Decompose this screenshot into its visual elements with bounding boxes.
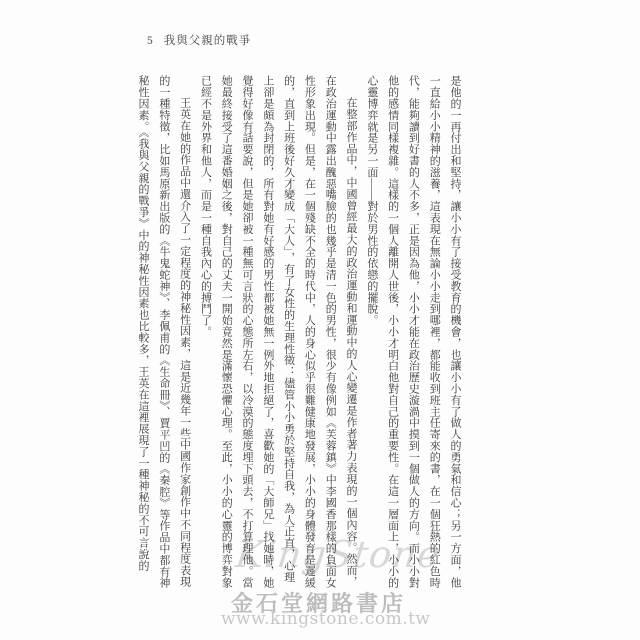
paragraph-1: 是他的一再付出和堅持，讓小小有了接受教育的機會，也讓小小有了做人的勇氣和信心；另一方面，他一直給小小精神的滋養，這表現在無論小小走到哪裡，都能收到班主任寄來的書，在一個狂熱的紅色時代，能夠讀到好書的人不多，正是因為他，小小才能在政治歷史漩渦中摸到一個做人的方向。而小小對他的感情同樣複雜。這樣的一個人離開人世後，小小才明白他對自己的重要性。在這一層面上，小小的心靈博弈就是另一面——對於男性的依戀的擺脫。 — [365, 75, 461, 588]
kingstone-logo-watermark: KingStone — [233, 533, 443, 576]
store-name-watermark: 金石堂網路書店 — [231, 591, 407, 616]
body-text — [131, 75, 465, 589]
paragraph-2: 在整部作品中，中國曾經最大的政治運動和運動中的人心變遷是作者著力表現的一個內容。然而，在政治運動中露出醜惡嘴臉的也幾乎是清一色的男性，很少有像例如《芙蓉鎮》中李國香那樣的負面女性形象出現。但是，在一個殘缺不全的時代中，人的身心似乎很難健康地發展，小小的身體發育是遲緩的，直到上班後好久才變成「大人」，有了女性的生理性徵：儘管小小勇於堅持自我，為人正直，心理上卻是頗為封閉的，所有對她有好感的男性都被她無一例外地拒絕了，喜歡她的「大師兄」找她時，她覺得好像有話要說，但是她卻被一種無可言狀的心態所左右，以冷漠的態度埋下頭去，不打算理他。當她最終接受了這番婚姻之後，對自己的丈夫一開始竟然是滿懷恐懼心理。至此，小小的心靈的博弈對象已經不是外界和他人，而是一種自我內心的搏鬥了。 — [199, 75, 358, 588]
running-header — [147, 32, 251, 48]
page-number: 5 — [147, 35, 154, 47]
book-title: 我與父親的戰爭 — [163, 35, 252, 47]
paragraph-3: 王英在她的作品中還介入了一定程度的神秘性因素，這是近幾年一些中國作家創作中不同程度表現的一種特徵，比如馬原新出版的《牛鬼蛇神》、李佩甫的《生命冊》、賈平凹的《秦腔》等作品中都有神秘性因素。《我與父親的戰爭》中的神秘性因素也比較多，王英在這裡展現了一種神秘的不可言說的 — [137, 75, 191, 589]
store-url-watermark: www.kingstone.com.tw — [221, 609, 431, 629]
